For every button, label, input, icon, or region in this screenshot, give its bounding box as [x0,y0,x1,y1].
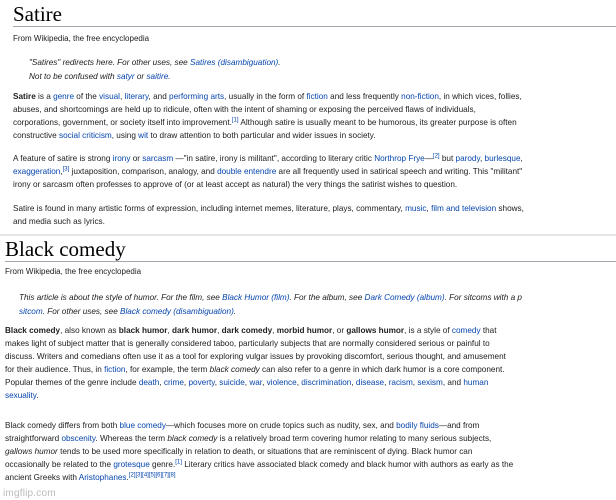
text-run: , [520,154,523,163]
text-run: is a [35,92,54,101]
inline-link[interactable]: music [405,204,427,213]
text-run: , in which vices, follies, [438,92,522,101]
hatnote-link[interactable]: Satires (disambiguation) [190,58,279,67]
italic-term: black comedy [167,433,218,443]
text-line [5,459,615,472]
text-run: A feature of satire is strong [13,154,113,163]
inline-link[interactable]: performing arts [169,92,225,101]
inline-link[interactable]: genre [53,92,75,101]
hatnote-link[interactable]: satyr [116,72,135,81]
text-run: . [126,472,129,482]
inline-link[interactable]: death [138,377,160,387]
text-run: but [439,154,456,163]
text-line [13,216,613,229]
text-line [5,377,615,390]
inline-link[interactable]: poverty [188,377,215,387]
text-line [13,130,613,143]
text-run: , also known as [60,326,119,335]
text-run: Although satire is usually meant to be humorous, its greater purpose is often [238,117,517,127]
inline-link[interactable]: irony [112,154,131,163]
inline-link[interactable]: Northrop Frye [374,154,425,163]
paragraph [5,420,615,485]
bold-term: gallows humor [346,326,405,335]
inline-link[interactable]: sitcom [19,307,43,316]
citation-link[interactable]: [2] [432,153,440,160]
text-run: , [244,377,250,387]
text-run: are all frequently used in satirical speech and writing. This "militant" [276,166,523,176]
page-title: Satire [13,2,62,26]
text-line [5,433,615,446]
paragraph [13,203,613,229]
text-run: , using [111,130,139,140]
text-run: for their audience. Thus, in [5,364,105,374]
text-run: , [183,377,189,387]
inline-link[interactable]: Aristophanes [78,472,127,482]
text-run: —which focuses more on crude topics such as nudity, sex, and [165,421,397,430]
text-run: constructive [13,130,59,140]
text-run: juxtaposition, comparison, analogy, and [69,166,218,176]
inline-link[interactable]: Black comedy (disambiguation) [120,307,234,316]
bold-term: black humor [118,326,168,335]
italic-term: black comedy [209,364,260,374]
inline-link[interactable]: film and television [431,204,497,213]
text-run: , [479,154,485,163]
text-line [13,179,613,192]
text-run: —and from [438,421,480,430]
text-run: straightforward [5,433,62,443]
text-run: , and [148,92,170,101]
inline-link[interactable]: blue comedy [119,421,166,430]
text-run: . [233,307,237,316]
text-run: is a relatively broad term covering humor relating to many serious subjects, [217,433,492,443]
inline-link[interactable]: sexuality [5,390,37,400]
hatnote: "Satires" redirects here. For other uses, see Satires (disambiguation). [29,58,281,67]
hatnote-link[interactable]: saitire [146,72,169,81]
title-divider [13,26,616,27]
inline-link[interactable]: disease [355,377,385,387]
text-run: Literary critics have associated black comedy and black humor with authors as early as the [181,459,514,469]
text-run: This article is about the style of humor. For the film, see [19,293,223,302]
satire-panel [0,0,616,236]
black-comedy-panel [0,236,616,500]
text-run: , [60,166,63,176]
text-run: of the [74,92,100,101]
text-run: makes light of subject matter that is generally considered taboo, particularly subjects that are normally considered serious or painful to [5,338,490,348]
inline-link[interactable]: burlesque [484,154,521,163]
inline-link[interactable]: violence [266,377,297,387]
paragraph [13,91,613,143]
text-run: , usually in the form of [224,92,307,101]
hatnote [19,291,522,304]
inline-link[interactable]: war [249,377,263,387]
text-line [5,446,615,459]
inline-link[interactable]: crime [163,377,184,387]
text-run: tends to be used more specifically in relation to death, or situations that are reminiscent of dying. Black humor can [57,446,473,456]
text-run: corporations, government, or society itself into improvement. [13,117,232,127]
text-run: , [167,326,173,335]
text-run: . For other uses, see [42,307,121,316]
bold-term: dark comedy [221,326,273,335]
text-run: shows, [496,204,524,213]
text-run: that [480,326,497,335]
text-run: , [296,377,302,387]
inline-link[interactable]: suicide [219,377,245,387]
text-run: . Whereas the term [95,433,168,443]
text-line [13,117,613,130]
text-run: abuses, and shortcomings are held up to ridicule, often with the intent of shaming or exposing the perceived flaws of individuals, [13,104,476,114]
inline-link[interactable]: grotesque [113,459,150,469]
text-run: and less frequently [327,92,402,101]
inline-link[interactable]: sexism [417,377,443,387]
text-line [13,104,613,117]
text-run: —"in satire, irony is militant", according to literary critic [173,154,375,163]
text-run: Satire is found in many artistic forms of expression, including internet memes, literature, plays, commentary, [13,204,406,213]
text-run: genre. [149,459,176,469]
text-run: can also refer to a genre in which dark humor is a core component. [259,364,505,374]
inline-link[interactable]: parody [455,154,480,163]
inline-link[interactable]: bodily fluids [396,421,439,430]
inline-link[interactable]: literary [124,92,149,101]
text-line [5,338,615,351]
text-run: , [384,377,389,387]
text-line [5,351,615,364]
text-run: , and [442,377,464,387]
text-run: , [351,377,356,387]
text-line [13,203,613,216]
bold-term: morbid humor [276,326,333,335]
text-run: , [120,92,125,101]
text-run: or [130,154,143,163]
inline-link[interactable]: discrimination [301,377,352,387]
text-run: , [262,377,267,387]
text-run: , is a style of [404,326,452,335]
text-run: and media such as lyrics. [13,216,105,226]
text-run: — [424,154,433,163]
inline-link[interactable]: sarcasm [142,154,174,163]
citation-link[interactable]: [1] [175,458,182,465]
italic-term: gallows humor [5,446,58,456]
paragraph [13,153,613,192]
text-run: , [412,377,418,387]
hatnote: Not to be confused with satyr or saitire. [29,72,171,81]
site-subtitle: From Wikipedia, the free encyclopedia [5,267,142,276]
watermark: imgflip.com [3,488,56,499]
text-line [5,390,615,403]
text-line [5,420,615,433]
bold-term: Black comedy [5,326,61,335]
text-run: , [272,326,277,335]
text-line [13,166,613,179]
site-subtitle: From Wikipedia, the free encyclopedia [13,34,150,43]
text-run: Popular themes of the genre include [5,377,139,387]
text-line [5,472,615,485]
inline-link[interactable]: fiction [104,364,126,374]
text-run: . For sitcoms with a p [444,293,522,302]
bold-term: Satire [13,92,36,101]
text-line [13,153,613,166]
inline-link[interactable]: obscenity [61,433,96,443]
inline-link[interactable]: comedy [451,326,481,335]
text-run: to draw attention to both particular and wider issues in society. [148,130,376,140]
inline-link[interactable]: human [463,377,489,387]
text-run: occasionally be related to the [5,459,114,469]
text-run: , [217,326,222,335]
text-run: . [36,390,39,400]
text-run: , or [332,326,347,335]
inline-link[interactable]: social criticism [58,130,112,140]
text-run: , [426,204,432,213]
text-run: . For the album, see [289,293,365,302]
text-run: , [159,377,164,387]
text-run: irony or sarcasm often professes to approve of (or at least accept as natural) the very things the satirist wishes to question. [13,179,458,189]
inline-link[interactable]: exaggeration [13,166,61,176]
text-run: ancient Greeks with [5,472,79,482]
paragraph [5,325,615,402]
text-line [5,325,615,338]
bold-term: dark humor [172,326,218,335]
text-run: , [214,377,220,387]
inline-link[interactable]: double entendre [217,166,277,176]
inline-link[interactable]: racism [388,377,413,387]
hatnote [19,305,236,318]
inline-link[interactable]: non-fiction [401,92,439,101]
inline-link[interactable]: Black Humor (film) [222,293,290,302]
inline-link[interactable]: Dark Comedy (album) [364,293,445,302]
citation-link[interactable]: [3] [62,166,70,173]
citation-link[interactable]: [1] [231,117,239,124]
inline-link[interactable]: visual [99,92,120,101]
page-title: Black comedy [5,237,126,261]
citation-link[interactable]: [2][3][4][5][6][7][8] [128,471,176,478]
inline-link[interactable]: fiction [306,92,328,101]
title-divider [5,261,616,262]
inline-link[interactable]: wit [138,130,149,140]
text-line [5,364,615,377]
text-run: discuss. Writers and comedians often use it as a tool for exploring vulgar issues by provoking discomfort, serious thought, and amusement [5,351,506,361]
text-run: Black comedy differs from both [5,421,120,430]
text-run: , for example, the term [125,364,210,374]
text-line [13,91,613,104]
